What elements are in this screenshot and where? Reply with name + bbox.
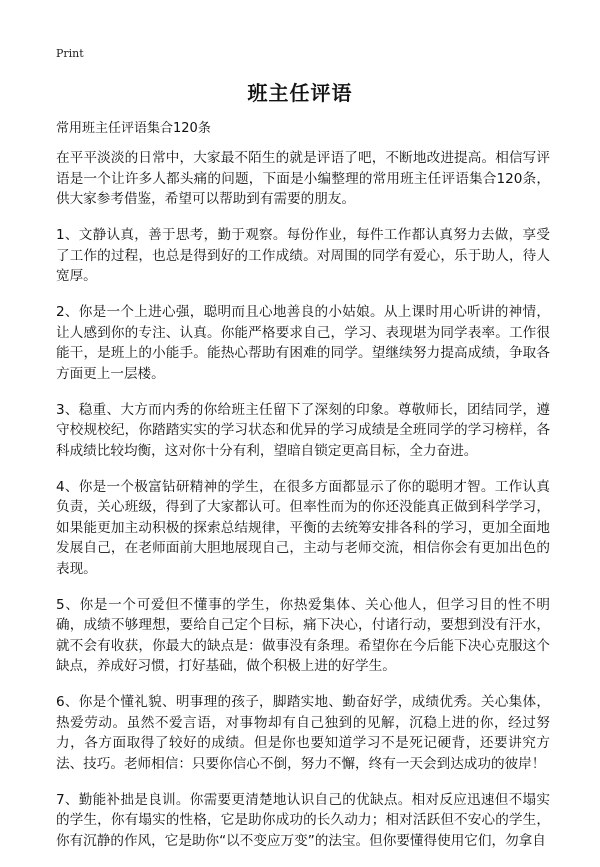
intro-paragraph: 在平平淡淡的日常中，大家最不陌生的就是评语了吧，不断地改进提高。相信写评语是一个让许多人都头痛的问题，下面是小编整理的常用班主任评语集合120条，供大家参考借鉴，希望可以帮助到有需要的朋友。 <box>56 150 550 207</box>
comment-paragraph-5: 5、你是一个可爱但不懂事的学生，你热爱集体、关心他人，但学习目的性不明确，成绩不够理想，要给自己定个目标，痛下决心，付诸行动，要想到没有汗水，就不会有收获，你最大的缺点是：做事没有条理。希望你在今后能下决心克服这个缺点，养成好习惯，打好基础，做个积极上进的好学生。 <box>56 596 550 674</box>
comment-paragraph-4: 4、你是一个极富钻研精神的学生，在很多方面都显示了你的聪明才智。工作认真负责，关心班级，得到了大家都认可。但率性而为的你还没能真正做到科学学习，如果能更加主动积极的探索总结规律，平衡的去统筹安排各科的学习，更加全面地发展自己，在老师面前大胆地展现自己，主动与老师交流，相信你会有更加出色的表现。 <box>56 478 550 577</box>
print-link[interactable]: Print <box>56 47 84 60</box>
comment-paragraph-3: 3、稳重、大方而内秀的你给班主任留下了深刻的印象。尊敬师长，团结同学，遵守校规校纪，你踏踏实实的学习状态和优异的学习成绩是全班同学的学习榜样，各科成绩比较均衡，这对你十分有利，望暗自锁定更高目标，全力奋进。 <box>56 401 550 459</box>
page-subtitle: 常用班主任评语集合120条 <box>56 121 211 136</box>
comment-paragraph-2: 2、你是一个上进心强，聪明而且心地善良的小姑娘。从上课时用心听讲的神情，让人感到你的专注、认真。你能严格要求自己，学习、表现堪为同学表率。工作很能干，是班上的小能手。能热心帮助有困难的同学。望继续努力提高成绩，争取各方面更上一层楼。 <box>56 304 550 382</box>
comment-paragraph-6: 6、你是个懂礼貌、明事理的孩子，脚踏实地、勤奋好学，成绩优秀。关心集体，热爱劳动。虽然不爱言语，对事物却有自己独到的见解，沉稳上进的你，经过努力，各方面取得了较好的成绩。但是你也要知道学习不是死记硬背，还要讲究方法、技巧。老师相信：只要你信心不倒，努力不懈，终有一天会到达成功的彼岸！ <box>56 694 550 772</box>
comment-paragraph-7: 7、勤能补拙是良训。你需要更清楚地认识自己的优缺点。相对反应迅速但不塌实的学生，你有塌实的性格，它是助你成功的长久动力；相对活跃但不安心的学生，你有沉静的作风，它是助你“以不变应万变”的法宝。但你要懂得使用它们，勿拿自 <box>56 791 550 849</box>
comment-paragraph-1: 1、文静认真，善于思考，勤于观察。每份作业，每件工作都认真努力去做，享受了工作的过程，也总是得到好的工作成绩。对周围的同学有爱心，乐于助人，待人宽厚。 <box>56 227 550 284</box>
article-body <box>56 148 550 867</box>
page-title: 班主任评语 <box>247 81 353 105</box>
